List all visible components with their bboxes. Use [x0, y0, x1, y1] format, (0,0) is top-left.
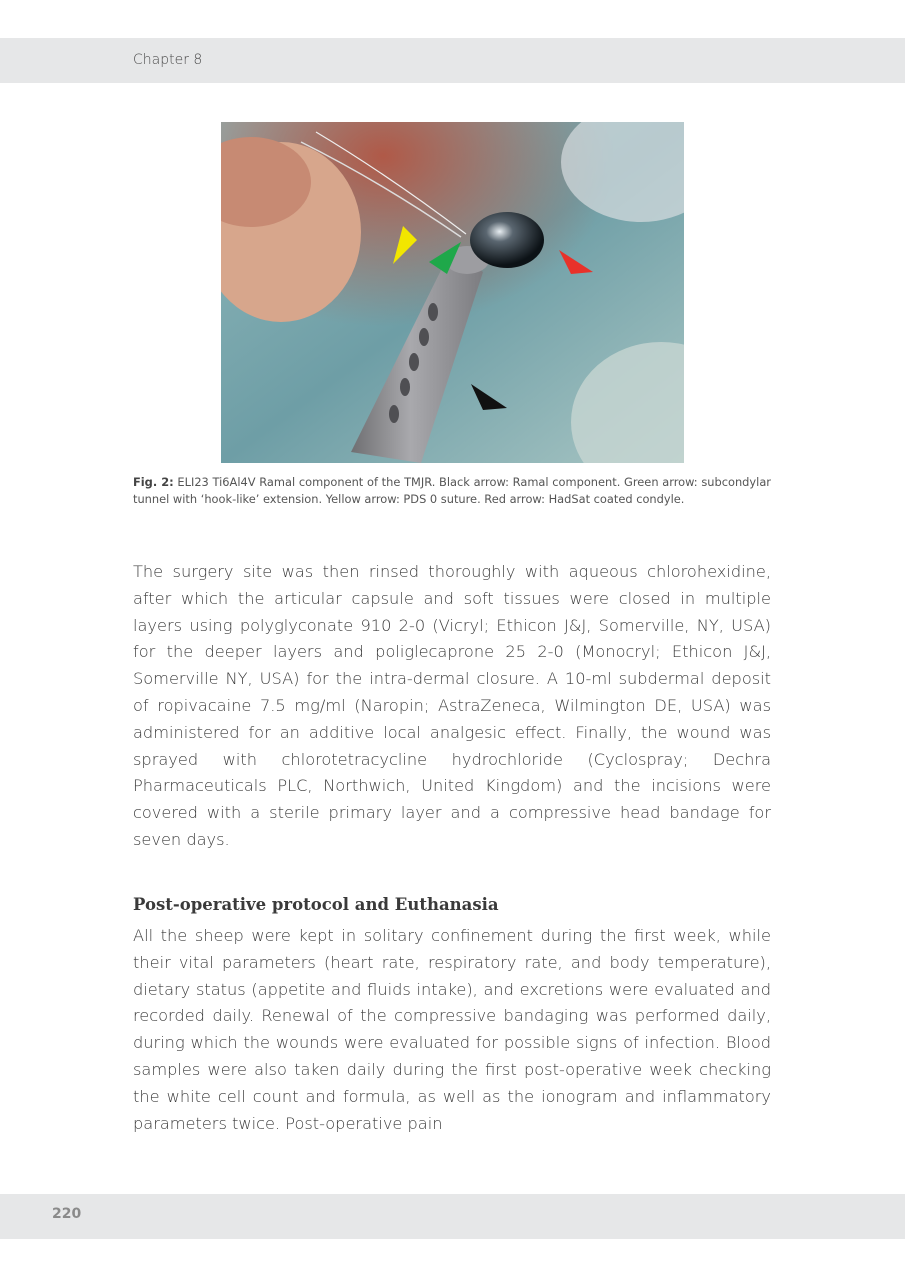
running-footer	[0, 1194, 905, 1239]
page-number: 220	[52, 1206, 82, 1222]
section-heading: Post-operative protocol and Euthanasia	[133, 895, 499, 914]
running-header	[0, 38, 905, 83]
figure-photo	[221, 122, 684, 463]
figure-caption	[133, 474, 771, 508]
paragraph-closure: The surgery site was then rinsed thoroughly with aqueous chlorohexidine, after which the articular capsule and soft tissues were closed in multiple layers using polyglyconate 910 2-0 (Vicryl; Ethicon J&J, Somerville, NY, USA) for the deeper layers and poliglecaprone 25 2-0 (Monocryl; Ethicon J&J, Somerville NY, USA) for the intra-dermal closure. A 10-ml subdermal deposit of ropivacaine 7.5 mg/ml (Naropin; AstraZeneca, Wilmington DE, USA) was administered for an additive local analgesic effect. Finally, the wound was sprayed with chlorotetracycline hydrochloride (Cyclospray; Dechra Pharmaceuticals PLC, Northwich, United Kingdom) and the incisions were covered with a sterile primary layer and a compressive head bandage for seven days.	[133, 562, 771, 849]
chapter-label: Chapter 8	[133, 52, 203, 68]
figure-caption-text: ELI23 Ti6Al4V Ramal component of the TMJR. Black arrow: Ramal component. Green arrow: subcondylar tunnel with ‘hook-like’ extension. Yellow arrow: PDS 0 suture. Red arrow: HadSat coated condyle.	[133, 475, 771, 506]
paragraph-postop: All the sheep were kept in solitary confinement during the first week, while their vital parameters (heart rate, respiratory rate, and body temperature), dietary status (appetite and fluids intake), and excretions were evaluated and recorded daily. Renewal of the compressive bandaging was performed daily, during which the wounds were evaluated for possible signs of infection. Blood samples were also taken daily during the first post-operative week checking the white cell count and formula, as well as the ionogram and inflammatory parameters twice. Post-operative pain	[133, 926, 771, 1133]
figure-label: Fig. 2:	[133, 475, 174, 489]
